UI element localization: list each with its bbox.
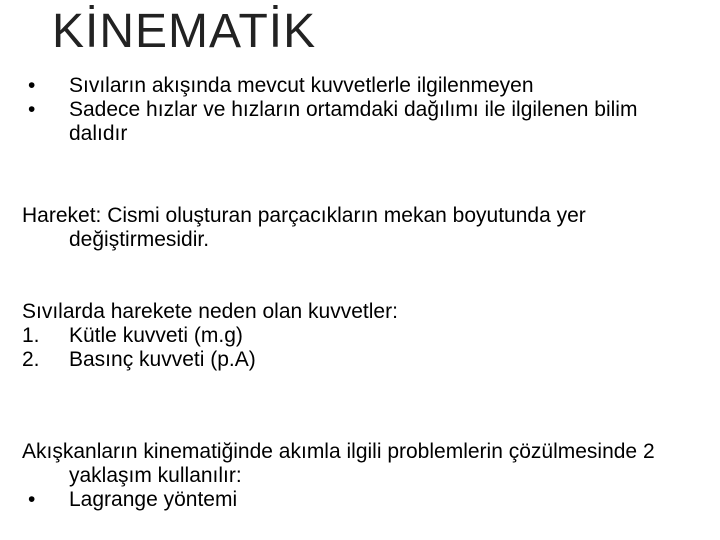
slide-title: KİNEMATİK [52,5,317,58]
approach-section [22,440,702,512]
forces-section [22,300,702,372]
item-text: Basınç kuvveti (p.A) [69,348,256,371]
bullet-item [0,74,720,98]
bullet-item [0,98,720,146]
bullet-marker: • [28,74,36,97]
item-number: 1. [22,324,40,347]
approach-heading: Akışkanların kinematiğinde akımla ilgili problemlerin çözülmesinde 2 yaklaşım kullanılır: [22,440,655,487]
bullet-text: Sıvıların akışında mevcut kuvvetlerle ilgilenmeyen [69,74,534,97]
numbered-item [22,348,702,372]
movement-definition-text: Hareket: Cismi oluşturan parçacıkların mekan boyutunda yer değiştirmesidir. [22,204,586,251]
item-text: Kütle kuvveti (m.g) [69,324,243,347]
bullet-item [22,488,702,512]
item-number: 2. [22,348,40,371]
bullet-text: Sadece hızlar ve hızların ortamdaki dağılımı ile ilgilenen bilim dalıdır [69,98,638,145]
bullet-list [0,74,720,146]
bullet-marker: • [28,488,36,511]
forces-heading: Sıvılarda harekete neden olan kuvvetler: [22,300,398,323]
movement-definition [22,204,702,252]
bullet-marker: • [28,98,36,121]
numbered-item [22,324,702,348]
bullet-text: Lagrange yöntemi [69,488,238,511]
